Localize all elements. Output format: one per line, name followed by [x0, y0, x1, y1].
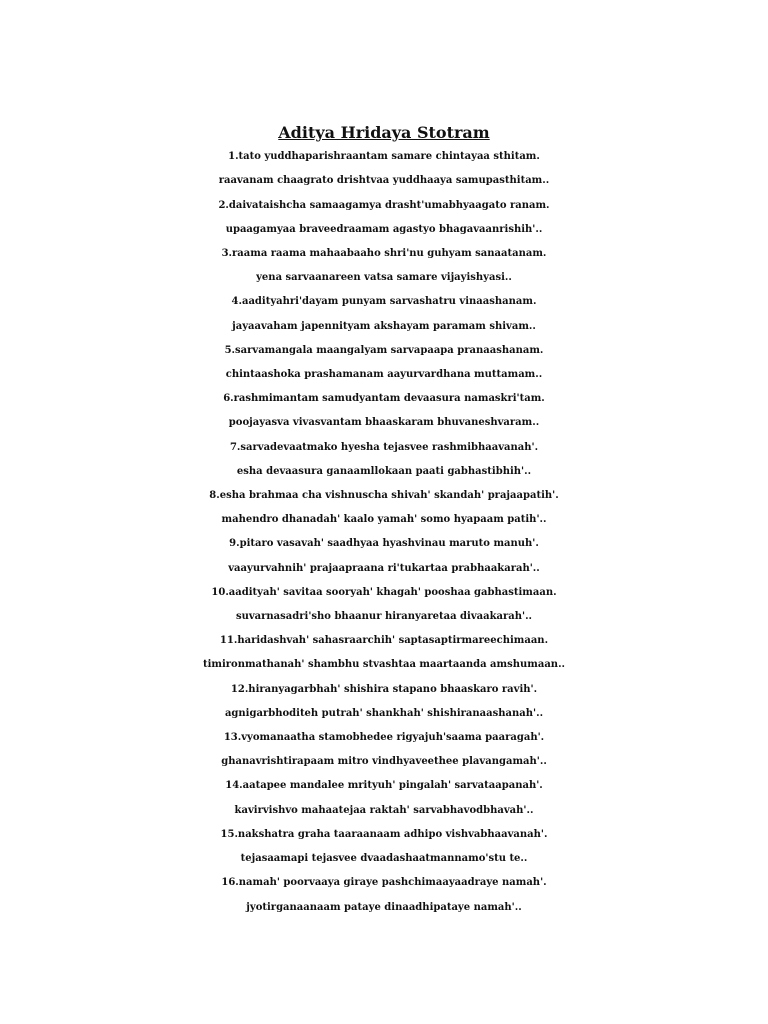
- verse-line: 10.aadityah' savitaa sooryah' khagah' pooshaa gabhastimaan.: [211, 586, 557, 598]
- verse-line: tejasaamapi tejasvee dvaadashaatmannamo'stu te..: [240, 853, 528, 865]
- verse-line: ghanavrishtirapaam mitro vindhyaveethee plavangamah'..: [221, 756, 547, 768]
- verse-line: 7.sarvadevaatmako hyesha tejasvee rashmibhaavanah'.: [229, 441, 539, 453]
- verse-line: esha devaasura ganaamllokaan paati gabhastibhih'..: [236, 465, 532, 477]
- verse-line: 4.aadityahri'dayam punyam sarvashatru vinaashanam.: [231, 296, 537, 308]
- verse-line: kavirvishvo mahaatejaa raktah' sarvabhavodbhavah'..: [234, 804, 534, 816]
- verse-line: 9.pitaro vasavah' saadhyaa hyashvinau maruto manuh'.: [229, 538, 539, 550]
- verse-line: raavanam chaagrato drishtvaa yuddhaaya samupasthitam..: [218, 175, 550, 187]
- verse-line: timironmathanah' shambhu stvashtaa maartaanda amshumaan..: [202, 659, 566, 671]
- verse-line: 8.esha brahmaa cha vishnuscha shivah' skandah' prajaapatih'.: [209, 490, 559, 502]
- verse-line: upaagamyaa braveedraamam agastyo bhagavaanrishih'..: [225, 223, 543, 235]
- verse-line: 12.hiranyagarbhah' shishira stapano bhaaskaro ravih'.: [230, 683, 538, 695]
- verse-line: 16.namah' poorvaaya giraye pashchimaayaadraye namah'.: [221, 877, 547, 889]
- verse-line: 1.tato yuddhaparishraantam samare chintayaa sthitam.: [228, 151, 540, 163]
- verse-line: 6.rashmimantam samudyantam devaasura namaskri'tam.: [223, 393, 545, 405]
- verse-line: mahendro dhanadah' kaalo yamah' somo hyapaam patih'..: [221, 514, 547, 526]
- verse-line: 15.nakshatra graha taaraanaam adhipo vishvabhaavanah'.: [220, 828, 548, 840]
- verse-line: poojayasva vivasvantam bhaaskaram bhuvaneshvaram..: [228, 417, 540, 429]
- verse-line: jayaavaham japennityam akshayam paramam shivam..: [232, 320, 536, 332]
- verse-line: 3.raama raama mahaabaaho shri'nu guhyam sanaatanam.: [221, 248, 547, 260]
- verse-line: vaayurvahnih' prajaapraana ri'tukartaa prabhaakarah'..: [228, 562, 540, 574]
- verse-line: yena sarvaanareen vatsa samare vijayishyasi..: [256, 272, 512, 284]
- verse-line: jyotirganaanaam pataye dinaadhipataye namah'..: [246, 901, 522, 913]
- verse-line: 11.haridashvah' sahasraarchih' saptasaptirmareechimaan.: [219, 635, 549, 647]
- verse-line: 2.daivataishcha samaagamya drasht'umabhyaagato ranam.: [218, 199, 550, 211]
- document-title: Aditya Hridaya Stotram: [278, 123, 490, 142]
- verse-line: 14.aatapee mandalee mrityuh' pingalah' sarvataapanah'.: [225, 780, 543, 792]
- verse-line: suvarnasadri'sho bhaanur hiranyaretaa divaakarah'..: [235, 611, 533, 623]
- document-page: [0, 121, 768, 920]
- verse-line: 5.sarvamangala maangalyam sarvapaapa pranaashanam.: [224, 344, 544, 356]
- verse-line: chintaashoka prashamanam aayurvardhana muttamam..: [225, 369, 543, 381]
- verse-line: agnigarbhoditeh putrah' shankhah' shishiranaashanah'..: [224, 707, 544, 719]
- verse-line: 13.vyomanaatha stamobhedee rigyajuh'saama paaragah'.: [223, 732, 545, 744]
